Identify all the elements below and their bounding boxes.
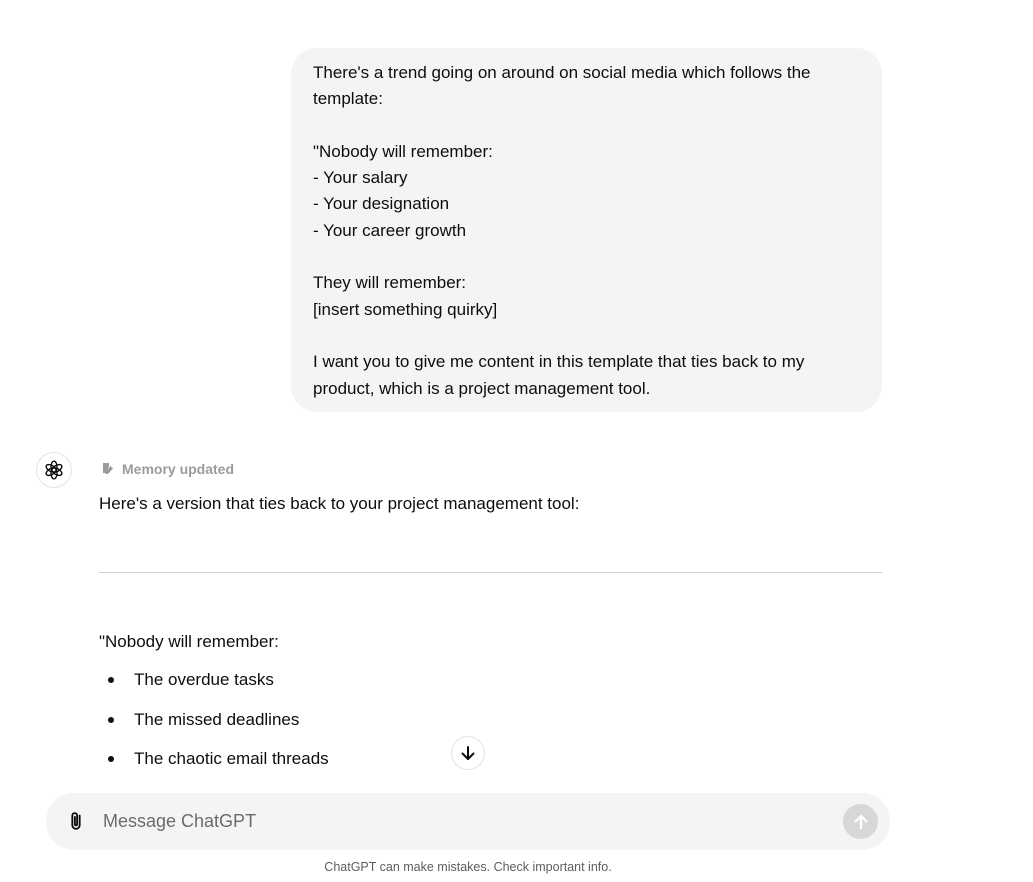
user-message-bubble [291,48,882,412]
send-button[interactable] [843,804,878,839]
list-item [99,709,329,749]
message-composer [46,793,890,850]
scroll-to-bottom-button[interactable] [451,736,485,770]
bullet-dot-icon [108,717,114,723]
list-item [99,669,329,709]
user-message-line: - Your designation [313,194,450,214]
user-message-line: "Nobody will remember: [313,141,493,161]
user-message-line: - Your salary [313,168,408,188]
user-message-line: They will remember: [313,273,467,293]
user-message-line: - Your career growth [313,220,467,240]
user-message-line [313,323,860,349]
memory-updated-indicator[interactable] [100,459,234,479]
list-item-text: The chaotic email threads [134,749,329,768]
arrow-up-icon [852,813,870,831]
user-message-line: [insert something quirky] [313,299,498,319]
list-item [99,748,329,788]
bullet-dot-icon [108,756,114,762]
assistant-avatar [36,452,72,488]
user-message-line: template: [313,89,383,109]
bullet-list [99,669,329,788]
message-input[interactable] [100,807,826,835]
arrow-down-icon [459,744,477,762]
user-message-line [313,244,860,270]
paperclip-icon [65,810,87,832]
bullet-dot-icon [108,677,114,683]
list-item-text: The overdue tasks [134,670,274,689]
memory-pencil-icon [100,461,116,477]
list-item-text: The missed deadlines [134,709,300,729]
memory-updated-label: Memory updated [122,461,235,477]
user-message-line: I want you to give me content in this template that ties back to my [313,352,805,372]
user-message-line [313,113,860,139]
quote-start-text: "Nobody will remember: [99,632,279,651]
user-message-line: product, which is a project management tool. [313,378,651,398]
divider [99,572,882,573]
user-message-line: There's a trend going on around on social media which follows the [313,63,811,82]
chatgpt-logo-icon [43,459,65,481]
disclaimer-text: ChatGPT can make mistakes. Check important info. [324,860,612,874]
assistant-intro-text: Here's a version that ties back to your project management tool: [99,494,580,513]
attach-button[interactable] [64,809,88,833]
